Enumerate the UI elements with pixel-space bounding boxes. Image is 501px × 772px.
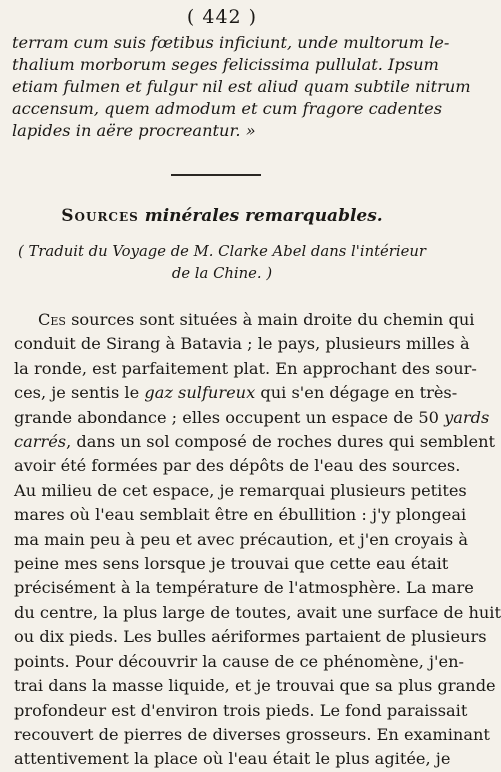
quote-line: etiam fulmen et fulgur nil est aliud quam subtile nitrum	[12, 77, 471, 96]
text-run: trai dans la masse liquide, et je trouvai que sa plus grande	[14, 676, 496, 696]
text-run: précisément à la température de l'atmosphère. La mare	[14, 578, 474, 598]
body-line	[14, 381, 458, 405]
italic-term: carrés	[14, 432, 67, 452]
small-caps-word: Ces	[38, 310, 66, 329]
text-run: peine mes sens lorsque je trouvai que cette eau était	[14, 554, 449, 574]
text-run: ou dix pieds. Les bulles aériformes partaient de plusieurs	[14, 627, 487, 647]
text-run: du centre, la plus large de toutes, avait une surface de huit	[14, 602, 501, 622]
latin-quote-paragraph	[12, 32, 471, 142]
italic-term: gaz sulfureux	[144, 383, 256, 403]
body-line	[14, 650, 464, 674]
body-line	[14, 308, 475, 332]
text-run: sources sont situées à main droite du chemin qui	[65, 310, 475, 329]
body-line	[14, 479, 467, 503]
section-title	[0, 206, 444, 226]
body-line	[14, 576, 474, 600]
subtitle-line: de la Chine. )	[171, 265, 273, 282]
text-run: qui s'en dégage en très-	[255, 383, 458, 403]
body-line	[14, 601, 501, 625]
section-title-smallcaps: Sources	[61, 206, 139, 226]
body-line	[14, 406, 490, 430]
body-line	[14, 357, 477, 381]
body-line	[14, 723, 490, 747]
quote-line: lapides in aëre procreantur. »	[12, 121, 256, 140]
text-run: grande abondance ; elles occupent un espace de 50	[14, 407, 445, 427]
text-run: conduit de Sirang à Batavia ; le pays, plusieurs milles à	[14, 334, 470, 354]
page-number: ( 442 )	[186, 6, 258, 28]
body-line	[14, 454, 461, 478]
body-line	[14, 625, 487, 649]
italic-term: yards	[444, 407, 490, 427]
quote-line: thalium morborum seges felicissima pullulat. Ipsum	[12, 55, 439, 74]
body-line	[14, 699, 468, 723]
text-run: recouvert de pierres de diverses grosseurs. En examinant	[14, 724, 490, 744]
body-paragraph	[14, 308, 501, 772]
quote-line: accensum, quem admodum et cum fragore cadentes	[12, 99, 443, 118]
quote-line: terram cum suis fœtibus inficiunt, unde multorum le-	[12, 33, 450, 52]
text-run: ces, je sentis le	[14, 383, 145, 403]
body-line	[14, 528, 468, 552]
text-run: mares où l'eau semblait être en ébullition : j'y plongeai	[14, 505, 467, 525]
text-run: Au milieu de cet espace, je remarquai plusieurs petites	[14, 480, 467, 500]
text-run: points. Pour découvrir la cause de ce phénomène, j'en-	[14, 651, 464, 671]
subtitle-line: ( Traduit du Voyage de M. Clarke Abel dans l'intérieur	[18, 243, 426, 260]
body-line	[14, 552, 449, 576]
text-run: ma main peu à peu et avec précaution, et j'en croyais à	[14, 529, 468, 549]
body-line	[14, 332, 470, 356]
body-line	[14, 747, 451, 771]
text-run: attentivement la place où l'eau était le plus agitée, je	[14, 749, 451, 769]
section-subtitle	[0, 241, 444, 285]
text-run: la ronde, est parfaitement plat. En approchant des sour-	[14, 358, 477, 378]
section-divider	[171, 174, 261, 176]
body-line	[14, 674, 496, 698]
body-line	[14, 430, 495, 454]
body-line	[14, 503, 467, 527]
text-run: profondeur est d'environ trois pieds. Le fond paraissait	[14, 700, 468, 720]
text-run: avoir été formées par des dépôts de l'eau des sources.	[14, 456, 461, 476]
text-run: , dans un sol composé de roches dures qui semblent	[66, 432, 495, 452]
section-title-rest: minérales remarquables.	[138, 206, 383, 226]
